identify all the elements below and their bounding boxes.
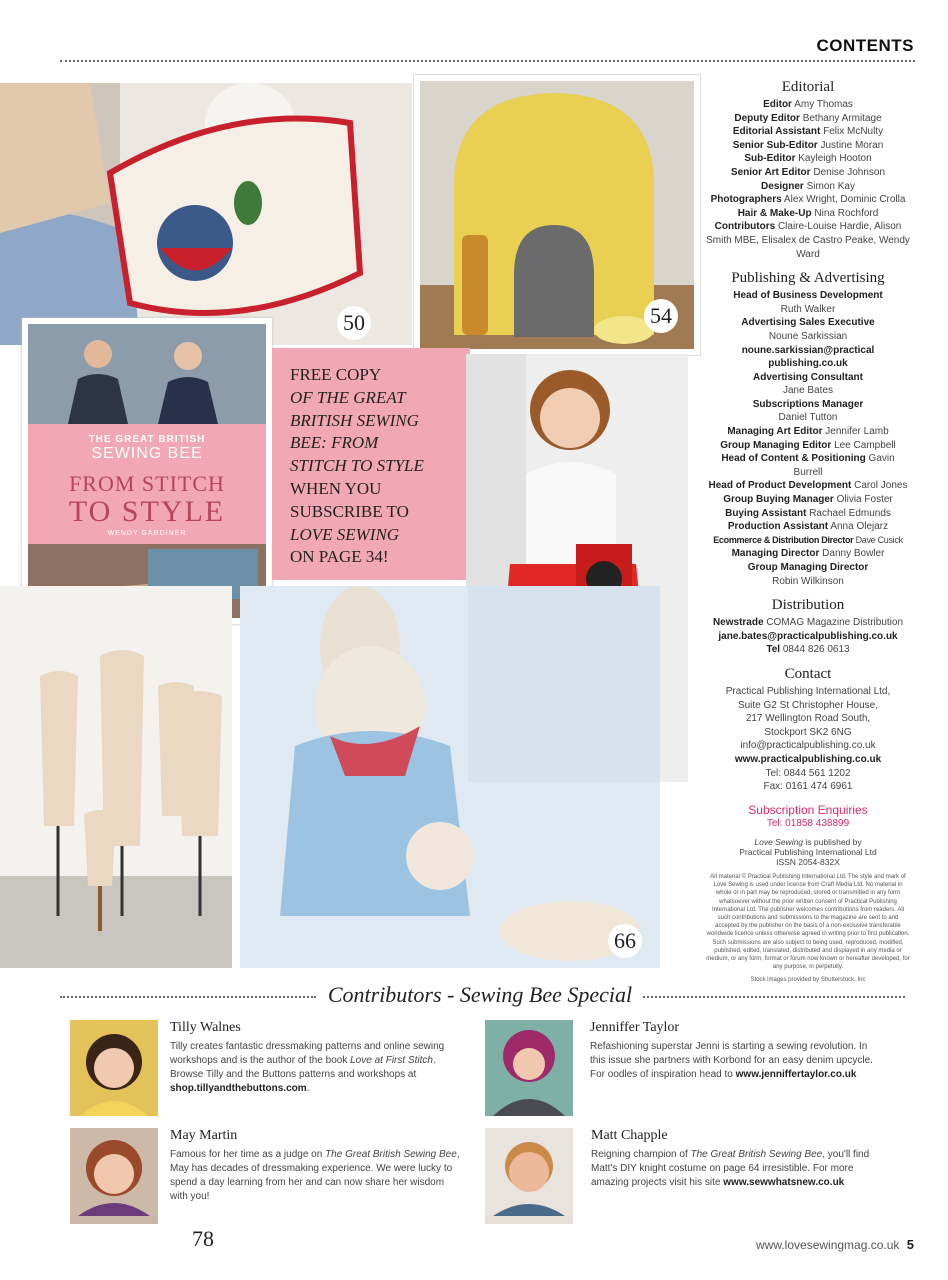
credit-row: Hair & Make-Up Nina Rochford [737, 207, 879, 219]
credit-row: Head of Product Development Carol Jones [708, 480, 908, 492]
photo-beehive-cosy [413, 74, 701, 356]
promo-line-1: FREE COPY [290, 365, 382, 384]
stock-credit: Stock images provided by Shutterstock, Inc [750, 977, 866, 984]
contributor-link[interactable]: shop.tillyandthebuttons.com [170, 1083, 307, 1094]
book-title-line2: TO STYLE [68, 495, 226, 528]
credit-row: Group Managing Editor Lee Campbell [720, 439, 896, 451]
photo-fabric-bunny [240, 586, 660, 968]
contributor-link[interactable]: www.jenniffertaylor.co.uk [735, 1069, 857, 1080]
promo-line-3: BRITISH SEWING [290, 410, 419, 430]
credit-row: Editor Amy Thomas [763, 99, 853, 110]
promo-line-2: OF THE GREAT [290, 387, 406, 407]
credit-email[interactable]: noune.sarkissian@practical publishing.co.uk [741, 344, 875, 370]
contact-line: Stockport SK2 6NG [764, 726, 852, 738]
promo-line-4: BEE: FROM [290, 433, 379, 453]
contributor-bio: Famous for her time as a judge on The Great British Sewing Bee, May has decades of dressmaking experience. We were lucky to spend a day learning from her and can now share her wisdom with you! [170, 1149, 460, 1202]
page-ref-66[interactable]: 66 [608, 924, 642, 958]
contact-website[interactable]: www.practicalpublishing.co.uk [734, 753, 882, 765]
book-title-line1: FROM STITCH [69, 471, 225, 496]
credit-row: Advertising Sales Executive Noune Sarkissian [741, 317, 875, 342]
publisher-company: Practical Publishing International Ltd [739, 846, 877, 857]
contributor-link[interactable]: www.sewwhatsnew.co.uk [723, 1177, 845, 1188]
photo-apple-glove [0, 83, 412, 345]
contributor-name: Matt Chapple [591, 1128, 668, 1143]
credit-row: Group Managing Director Robin Wilkinson [747, 562, 869, 587]
publisher-line: Love Sewing is published by [754, 836, 862, 847]
contributor-bio: Refashioning superstar Jenni is starting a sewing revolution. In this issue she partners with Korbond for an easy denim upcycle. For oodles of inspiration head to www.jenniffertaylor.co.uk [590, 1041, 873, 1080]
avatar [70, 1020, 158, 1116]
contact-heading: Contact [784, 665, 832, 682]
credit-row: Subscriptions Manager Daniel Tutton [752, 398, 864, 424]
contact-fax: Fax: 0161 474 6961 [763, 781, 853, 793]
credit-row: Head of Content & Positioning Gavin Burrell [721, 453, 895, 478]
promo-line-9: ON PAGE 34! [290, 547, 389, 567]
credit-row: Group Buying Manager Olivia Foster [723, 494, 893, 506]
editorial-heading: Editorial [781, 79, 835, 95]
promo-line-8: LOVE SEWING [290, 524, 400, 544]
credit-row: Photographers Alex Wright, Dominic Crolla [710, 194, 906, 206]
avatar [70, 1128, 158, 1224]
book-brand-line2: SEWING BEE [91, 445, 203, 462]
avatar [485, 1128, 573, 1224]
book-cover-photo [28, 324, 266, 424]
avatar [485, 1020, 573, 1116]
book-cover[interactable] [22, 318, 272, 624]
contributors-heading: Contributors - Sewing Bee Special [327, 982, 633, 1007]
book-cover-pink [28, 424, 266, 544]
credit-row: Contributors Claire-Louise Hardie, Alison Smith MBE, Elisalex de Castro Peake, Wendy Ward [706, 221, 910, 260]
legal-text: All material © Practical Publishing International Ltd. The style and mark of Love Sewing is used under licence from Craft Media Ltd. No material in whole or in part may be reproduced, stored or transmitted in any form whatsoever without the prior written consent of Practical Publishing International Ltd. The publisher welcomes contributions from readers. All such contributions and submissions to the magazine are sent to and accepted by the publisher on the basis of a non-exclusive transferable worldwide licence unless otherwise agreed in writing prior to first publication. Such submissions are also subject to being used, reproduced, modified, published, edited, translated, distributed and displayed in any media or medium, or any form, format or forum now known or hereafter developed, for any purpose, in perpetuity. [706, 873, 910, 971]
footer [756, 1237, 914, 1252]
subscriptions-heading: Subscription Enquiries [748, 802, 868, 817]
publishing-heading: Publishing & Advertising [731, 270, 885, 287]
page-number: 5 [906, 1237, 914, 1252]
contact-line: Practical Publishing International Ltd, [725, 685, 891, 697]
credit-row: Ecommerce & Distribution Director Dave Cusick [713, 534, 903, 545]
promo-line-7: SUBSCRIBE TO [290, 501, 409, 521]
contact-tel: Tel: 0844 561 1202 [765, 767, 851, 779]
credit-row: Editorial Assistant Felix McNulty [732, 126, 884, 138]
contributor-bio: Tilly creates fantastic dressmaking patterns and online sewing workshops and is the author of the book Love at First Stitch. Browse Tilly and the Buttons patterns and workshops at shop.tillyandthebuttons.com. [170, 1041, 445, 1094]
credits-column [706, 78, 910, 985]
credit-row: Head of Business Development Ruth Walker [733, 290, 883, 315]
promo-line-5: STITCH TO STYLE [290, 456, 424, 476]
header-stitch-line [60, 60, 915, 62]
credit-row: Managing Art Editor Jennifer Lamb [727, 426, 889, 438]
credit-row: Senior Art Editor Denise Johnson [730, 166, 886, 178]
book-brand-line1: THE GREAT BRITISH [88, 434, 206, 445]
contact-email[interactable]: info@practicalpublishing.co.uk [740, 740, 876, 752]
contributors-stitch-right [643, 996, 905, 998]
contributor-name: May Martin [170, 1128, 238, 1143]
contributor-bio: Reigning champion of The Great British Sewing Bee, you'll find Matt's DIY knight costume on page 64 irresistible. For more amazing projects visit his site www.sewwhatsnew.co.uk [591, 1149, 870, 1188]
credit-row: Buying Assistant Rachael Edmunds [725, 507, 891, 519]
contact-line: 217 Wellington Road South, [745, 713, 871, 725]
credit-row: Senior Sub-Editor Justine Moran [732, 139, 884, 151]
credit-row: Production Assistant Anna Olejarz [727, 521, 889, 533]
credit-row: Deputy Editor Bethany Armitage [734, 112, 882, 124]
credit-row: Tel 0844 826 0613 [766, 644, 850, 656]
credit-row: Newstrade COMAG Magazine Distribution [712, 617, 904, 629]
distribution-heading: Distribution [771, 597, 845, 614]
credit-email[interactable]: jane.bates@practicalpublishing.co.uk [718, 630, 898, 642]
promo-block [272, 348, 470, 580]
contributor-name: Jenniffer Taylor [590, 1020, 680, 1035]
credit-row: Designer Simon Kay [761, 180, 855, 192]
subscriptions-tel: Tel: 01858 438899 [766, 818, 850, 830]
section-title: CONTENTS [816, 36, 914, 55]
promo-line-6: WHEN YOU [290, 478, 382, 498]
publisher-issn: ISSN 2054-832X [776, 856, 840, 867]
contributors-stitch-left [60, 996, 316, 998]
credit-row: Sub-Editor Kayleigh Hooton [744, 153, 872, 165]
contact-line: Suite G2 St Christopher House, [737, 699, 879, 711]
page-ref-54[interactable]: 54 [644, 299, 678, 333]
credit-row: Advertising Consultant Jane Bates [752, 371, 863, 397]
credit-row: Managing Director Danny Bowler [731, 548, 885, 560]
footer-url[interactable]: www.lovesewingmag.co.uk [756, 1238, 900, 1252]
page-ref-50[interactable]: 50 [337, 306, 371, 340]
contributor-name: Tilly Walnes [170, 1020, 241, 1035]
book-author: WENDY GARDINER [107, 530, 187, 537]
page-ref-78[interactable]: 78 [186, 1222, 220, 1256]
